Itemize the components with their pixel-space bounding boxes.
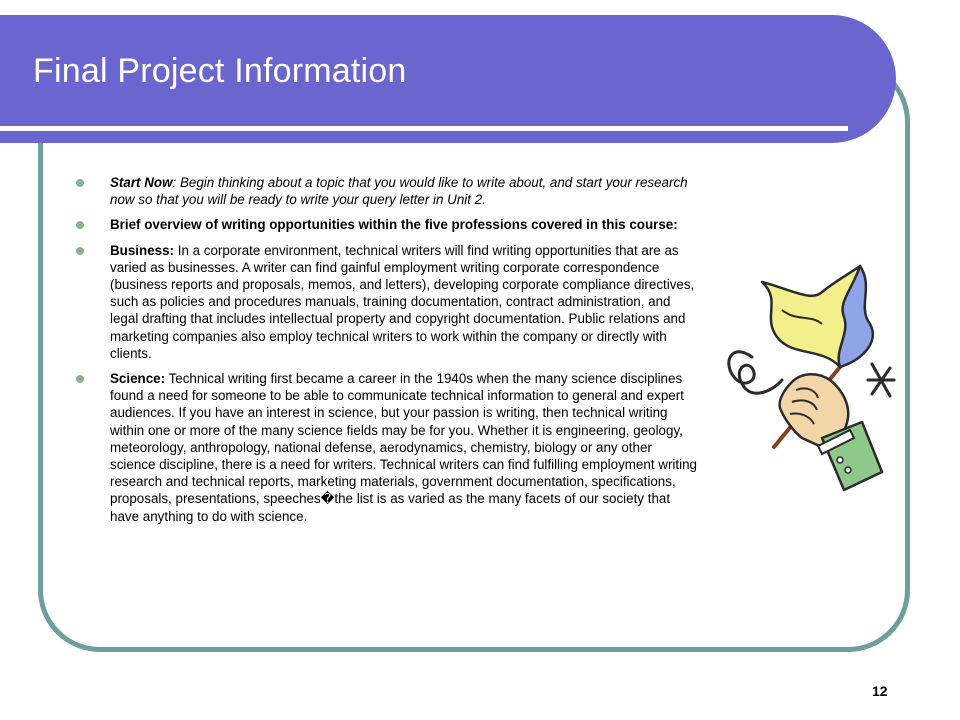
bullet-text: Brief overview of writing opportunities within the five professions covered in this course:	[110, 217, 678, 233]
bullet-list	[76, 174, 698, 525]
bullet-dot-icon	[76, 179, 84, 187]
bullet-lead: Start Now	[110, 175, 173, 190]
bullet-text: : Begin thinking about a topic that you would like to write about, and start your research now so that you will be ready to write your query letter in Unit 2.	[110, 175, 688, 208]
bullet-lead: Business:	[110, 242, 174, 258]
bullet-text: Technical writing first became a career in the 1940s when the many science disciplines found a need for someone to be able to communicate technical information to general and expert audiences. If you have an interest in science, but your passion is writing, then technical writing within one or more of the many science fields may be for you. Whether it is engineering, geology, meteorology, anthropology, national defense, aerodynamics, chemistry, biology or any other science discipline, there is a need for writers. Technical writers can find fulfilling employment writing research and technical reports, marketing materials, government documentation, specifications, proposals, presentations, speeches�the list is as varied as the many facets of our society that have anything to do with science.	[110, 371, 697, 524]
bullet-text: In a corporate environment, technical writers will find writing opportunities that are as varied as businesses. A writer can find gainful employment writing corporate correspondence (business reports and proposals, memos, and letters), developing corporate compliance directives, such as policies and procedures manuals, training documentation, contract administration, and legal drafting that includes intellectual property and copyright documentation. Public relations and marketing companies also employ technical writers to work within the company or directly with clients.	[110, 242, 695, 361]
bullet-overview	[76, 216, 698, 233]
bullet-start-now	[76, 174, 698, 208]
bullet-science	[76, 370, 698, 525]
hand-holding-flag-icon	[722, 262, 902, 502]
bullet-dot-icon	[76, 247, 84, 255]
slide-body	[76, 174, 698, 533]
title-underline	[0, 126, 848, 131]
slide-title: Final Project Information	[33, 52, 407, 90]
bullet-business	[76, 242, 698, 362]
bullet-dot-icon	[76, 221, 84, 229]
bullet-lead: Science:	[110, 371, 166, 387]
bullet-dot-icon	[76, 375, 84, 383]
page-number: 12	[872, 683, 888, 699]
